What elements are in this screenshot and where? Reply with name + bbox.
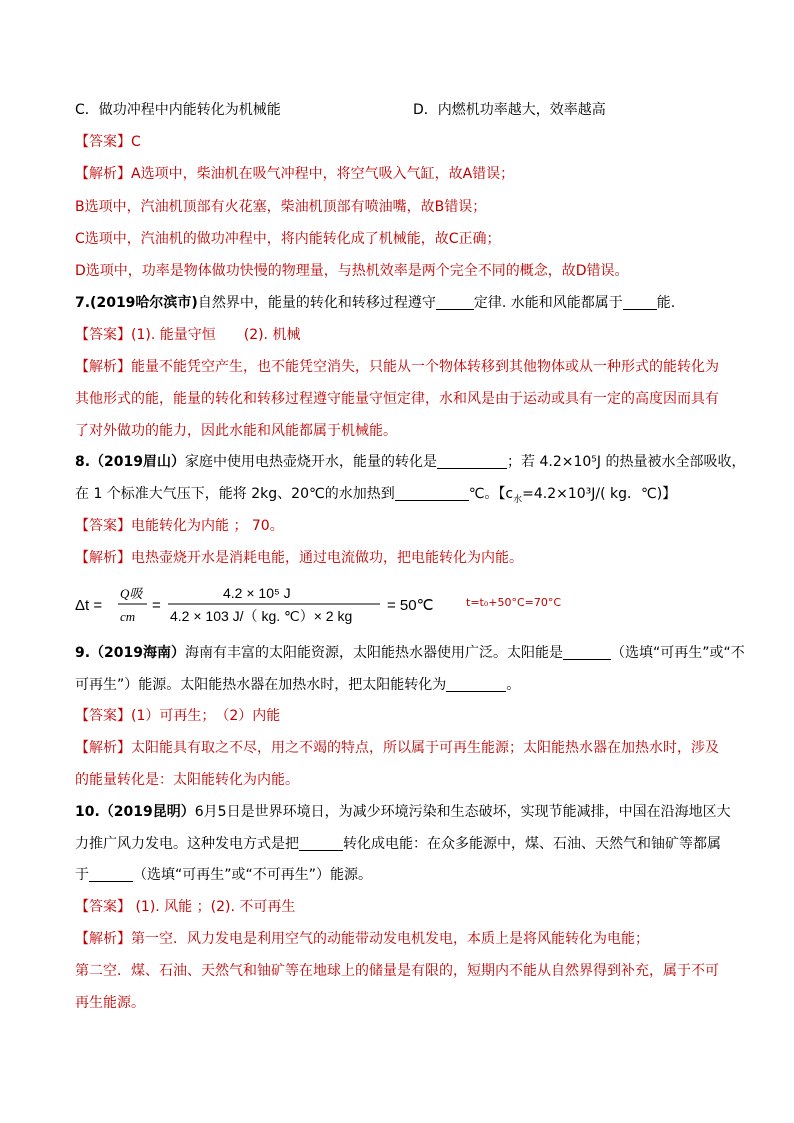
q10-analysis-line-3: 再生能源。 — [75, 995, 145, 1011]
q9-stem-line-2 — [75, 676, 725, 694]
q9-stem-text-2: （选填“可再生”或“不 — [611, 645, 745, 661]
q7-stem-text-3: 能. — [656, 295, 676, 311]
q6-analysis-line-2: B选项中，汽油机顶部有火花塞，柴油机顶部有喷油嘴，故B错误； — [75, 199, 487, 215]
q6-answer — [75, 133, 725, 151]
formula-equals: = — [152, 597, 161, 614]
q10-stem-text-4: 于 — [75, 867, 89, 883]
q8-stem-text-4: ℃。【c — [468, 486, 514, 502]
analysis-text: 电热壶烧开水是消耗电能，通过电流做功，把电能转化为内能。 — [131, 550, 523, 566]
analysis-text: A选项中，柴油机在吸气冲程中，将空气吸入气缸，故A错误； — [131, 166, 515, 182]
option-d: D．内燃机功率越大，效率越高 — [413, 102, 606, 118]
q7-stem-text-2: 定律. 水能和风能都属于 — [473, 295, 623, 311]
q8-stem-text: 家庭中使用电热壶烧开水，能量的转化是 — [185, 454, 438, 470]
answer-blank — [446, 677, 506, 692]
q9-stem-text-3: 可再生”）能源。太阳能热水器在加热水时，把太阳能转化为 — [75, 677, 447, 693]
formula-note: t=t₀+50°C=70°C — [466, 596, 562, 609]
answer-blank — [89, 867, 133, 882]
analysis-text: 太阳能具有取之不尽，用之不竭的特点，所以属于可再生能源；太阳能热水器在加热水时，涉及 — [131, 740, 719, 756]
q7-stem-text: 自然界中，能量的转化和转移过程遵守 — [197, 295, 436, 311]
answer-text: (1). 风能 ；(2). 不可再生 — [131, 899, 296, 915]
answer-blank — [436, 295, 474, 310]
q10-stem-text-3: 转化成电能：在众多能源中，煤、石油、天然气和铀矿等都属 — [343, 836, 721, 852]
q7-stem — [75, 294, 725, 312]
q10-analysis-line-1 — [75, 930, 725, 948]
q8-analysis-line-1 — [75, 549, 725, 567]
q8-stem-text-2: ；若 4.2×10⁵J 的热量被水全部吸收， — [507, 454, 746, 470]
q9-stem-line-1 — [75, 644, 745, 662]
q8-stem-text-5: =4.2×10³J/( kg．℃)】 — [522, 486, 677, 502]
q10-stem-text-5: （选填“可再生”或“不可再生”）能源。 — [133, 867, 373, 883]
formula-lhs: Δt = — [75, 597, 103, 614]
q8-stem-text-3: 在 1 个标准大气压下，能将 2kg、20℃的水加热到 — [75, 486, 395, 502]
answer-text: (1). 能量守恒 (2). 机械 — [131, 327, 301, 343]
q9-analysis-line-1 — [75, 739, 725, 757]
analysis-text: 能量不能凭空产生，也不能凭空消失，只能从一个物体转移到其他物体或从一种形式的能转化为 — [131, 359, 719, 375]
analysis-tag: 【解析】 — [75, 359, 131, 375]
formula-result: = 50℃ — [387, 597, 434, 614]
q10-stem-text-2: 力推广风力发电。这种发电方式是把 — [75, 836, 299, 852]
q10-answer — [75, 898, 725, 916]
option-c: C．做功冲程中内能转化为机械能 — [75, 102, 281, 118]
subscript-water: 水 — [513, 494, 523, 505]
q8-stem-line-1 — [75, 453, 746, 471]
answer-tag: 【答案】 — [75, 708, 131, 724]
q7-analysis-line-3: 了对外做功的能力，因此水能和风能都属于机械能。 — [75, 423, 397, 439]
q8-answer — [75, 517, 725, 535]
q7-answer — [75, 326, 725, 344]
q8-stem-line-2 — [75, 485, 725, 509]
formula-numerator: 4.2 × 10⁵ J — [223, 585, 291, 601]
q10-stem-text: 6月5日是世界环境日，为减少环境污染和生态破坏，实现节能减排，中国在沿海地区大 — [194, 804, 731, 820]
analysis-tag: 【解析】 — [75, 931, 131, 947]
q6-analysis-line-4: D选项中，功率是物体做功快慢的物理量，与热机效率是两个完全不同的概念，故D错误。 — [75, 263, 629, 279]
answer-tag: 【答案】 — [75, 518, 131, 534]
analysis-tag: 【解析】 — [75, 166, 131, 182]
q7-analysis-line-1 — [75, 358, 725, 376]
answer-tag: 【答案】 — [75, 134, 131, 150]
q10-stem-line-2 — [75, 835, 725, 853]
analysis-text: 第一空．风力发电是利用空气的动能带动发电机发电，本质上是将风能转化为电能； — [131, 931, 649, 947]
analysis-tag: 【解析】 — [75, 740, 131, 756]
formula-q: Q吸 — [120, 586, 143, 601]
answer-blank — [299, 836, 343, 851]
q10-stem-line-3 — [75, 866, 725, 884]
answer-blank — [437, 454, 507, 469]
q7-analysis-line-2: 其他形式的能，能量的转化和转移过程遵守能量守恒定律，水和风是由于运动或具有一定的高度因而具有 — [75, 391, 719, 407]
answer-tag: 【答案】 — [75, 327, 131, 343]
q10-analysis-line-2: 第二空．煤、石油、天然气和铀矿等在地球上的储量是有限的，短期内不能从自然界得到补充，属于不可 — [75, 963, 719, 979]
answer-text: (1）可再生； （2）内能 — [131, 708, 281, 724]
answer-tag: 【答案】 — [75, 899, 131, 915]
answer-blank — [623, 295, 657, 310]
q10-source: 10.（2019昆明） — [75, 804, 195, 820]
q9-stem-text: 海南有丰富的太阳能资源，太阳能热水器使用广泛。太阳能是 — [185, 645, 564, 661]
q10-stem-line-1 — [75, 803, 731, 821]
answer-blank — [563, 645, 611, 660]
formula-denominator: 4.2 × 103 J/（ kg. ℃）× 2 kg — [170, 608, 353, 624]
answer-text: C — [131, 134, 141, 150]
q8-source: 8.（2019眉山） — [75, 454, 186, 470]
analysis-tag: 【解析】 — [75, 550, 131, 566]
q9-answer — [75, 707, 725, 725]
q6-analysis-line-1 — [75, 165, 725, 183]
formula-cm: cm — [120, 609, 136, 624]
q6-analysis-line-3: C选项中，汽油机的做功冲程中，将内能转化成了机械能，故C正确； — [75, 231, 501, 247]
q9-analysis-line-2: 的能量转化是：太阳能转化为内能。 — [75, 772, 299, 788]
q9-source: 9.（2019海南） — [75, 645, 186, 661]
q9-stem-text-4: 。 — [506, 677, 521, 693]
q7-source: 7.(2019哈尔滨市) — [75, 295, 198, 311]
answer-text: 电能转化为内能 ； 70。 — [131, 518, 284, 534]
answer-blank — [395, 486, 469, 501]
